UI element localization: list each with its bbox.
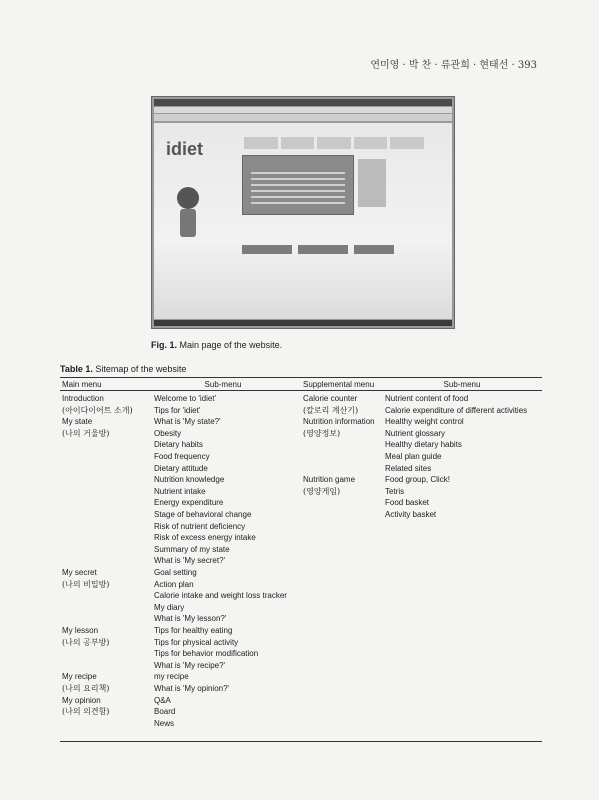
table-caption-label: Table 1. xyxy=(60,364,93,374)
main-menu-cell: (아이다이어트 소개) xyxy=(62,405,133,415)
supplemental-sub-menu-cell: Food basket xyxy=(385,498,430,508)
figure-caption xyxy=(151,340,282,350)
sub-menu-cell: What is 'My secret?' xyxy=(154,556,226,566)
sub-menu-cell: Risk of nutrient deficiency xyxy=(154,521,246,531)
site-nav-bar xyxy=(244,137,424,149)
sub-menu-cell: Tips for healthy eating xyxy=(154,626,233,635)
figure-caption-text: Main page of the website. xyxy=(179,340,283,350)
main-menu-cell: (나의 비밀방) xyxy=(62,579,110,589)
main-menu-cell: My secret xyxy=(62,568,97,577)
taskbar xyxy=(154,320,452,326)
sub-menu-cell: News xyxy=(154,718,175,728)
supplemental-menu-cell: Nutrition information xyxy=(303,417,375,427)
sub-menu-cell: Q&A xyxy=(154,695,171,705)
main-content-panel xyxy=(242,155,354,215)
bottom-banner-1 xyxy=(242,245,292,254)
browser-address-bar xyxy=(154,114,452,121)
running-head: 연미영 · 박 찬 · 류관희 · 현태선 · 393 xyxy=(370,60,537,71)
sub-menu-cell: Dietary attitude xyxy=(154,463,208,473)
main-menu-cell: (나의 요리책) xyxy=(62,684,110,693)
supplemental-menu-cell: (영양게임) xyxy=(303,486,341,496)
side-panel xyxy=(358,159,386,207)
sub-menu-cell: Dietary habits xyxy=(154,440,203,450)
browser-menu-bar xyxy=(154,107,452,113)
supplemental-sub-menu-cell: Food group, Click! xyxy=(385,475,450,485)
sub-menu-cell: Goal setting xyxy=(154,568,197,577)
sub-menu-cell: Tips for 'idiet' xyxy=(154,405,201,415)
sub-menu-cell: Action plan xyxy=(154,579,194,589)
sub-menu-cell: Food frequency xyxy=(154,452,210,461)
sub-menu-cell: Nutrition knowledge xyxy=(154,475,225,485)
sub-menu-cell: Risk of excess energy intake xyxy=(154,533,256,543)
main-menu-cell: My opinion xyxy=(62,695,101,705)
sub-menu-cell: Tips for behavior modification xyxy=(154,649,259,659)
main-menu-cell: My state xyxy=(62,417,93,427)
sub-menu-cell: Welcome to 'idiet' xyxy=(154,394,217,403)
table-header-rule xyxy=(60,390,542,391)
bottom-banner-2 xyxy=(298,245,348,254)
col-header-supplemental-sub-menu: Sub-menu xyxy=(443,380,481,389)
main-menu-cell: My recipe xyxy=(62,672,97,682)
sub-menu-cell: What is 'My recipe?' xyxy=(154,660,226,670)
sub-menu-cell: Board xyxy=(154,707,176,717)
supplemental-sub-menu-cell: Healthy weight control xyxy=(385,417,464,427)
browser-title-bar xyxy=(154,99,452,106)
supplemental-sub-menu-cell: Meal plan guide xyxy=(385,452,442,461)
mascot-character-illustration xyxy=(168,187,208,267)
supplemental-sub-menu-cell: Calorie expenditure of different activities xyxy=(385,405,528,415)
table-top-rule xyxy=(60,377,542,378)
supplemental-menu-cell: Nutrition game xyxy=(303,475,356,485)
sub-menu-cell: my recipe xyxy=(154,672,189,682)
sub-menu-cell: Obesity xyxy=(154,428,182,438)
idiet-logo: idiet xyxy=(166,139,204,159)
col-header-sub-menu: Sub-menu xyxy=(204,380,242,389)
browser-page-area xyxy=(154,123,452,319)
supplemental-sub-menu-cell: Related sites xyxy=(385,463,432,473)
figure-caption-label: Fig. 1. xyxy=(151,340,178,350)
supplemental-sub-menu-cell: Healthy dietary habits xyxy=(385,440,462,450)
main-menu-cell: Introduction xyxy=(62,394,104,403)
sub-menu-cell: What is 'My state?' xyxy=(154,417,221,427)
sub-menu-cell: Nutrient intake xyxy=(154,486,206,496)
sub-menu-cell: Summary of my state xyxy=(154,544,230,554)
main-menu-cell: (나의 공부방) xyxy=(62,637,110,647)
main-menu-cell: (나의 거울방) xyxy=(62,428,110,438)
table-bottom-rule xyxy=(60,741,542,742)
sub-menu-cell: What is 'My opinion?' xyxy=(154,684,230,693)
table-caption xyxy=(60,364,186,374)
supplemental-menu-cell: (칼로리 계산기) xyxy=(303,405,359,415)
supplemental-sub-menu-cell: Tetris xyxy=(385,486,405,496)
main-menu-cell: My lesson xyxy=(62,626,99,635)
supplemental-sub-menu-cell: Activity basket xyxy=(385,510,437,519)
sub-menu-cell: Calorie intake and weight loss tracker xyxy=(154,591,287,601)
supplemental-sub-menu-cell: Nutrient content of food xyxy=(385,394,469,403)
website-screenshot-figure xyxy=(151,96,455,329)
sub-menu-cell: My diary xyxy=(154,602,185,612)
supplemental-menu-cell: Calorie counter xyxy=(303,394,358,403)
col-header-supplemental-menu: Supplemental menu xyxy=(303,380,375,389)
supplemental-menu-cell: (영양정보) xyxy=(303,428,341,438)
bottom-banner-3 xyxy=(354,245,394,254)
sub-menu-cell: Tips for physical activity xyxy=(154,637,239,647)
table-caption-text: Sitemap of the website xyxy=(95,364,187,374)
col-header-main-menu: Main menu xyxy=(62,380,102,389)
main-menu-cell: (나의 의견함) xyxy=(62,707,110,717)
sub-menu-cell: What is 'My lesson?' xyxy=(154,614,227,624)
sub-menu-cell: Stage of behavioral change xyxy=(154,510,252,519)
sub-menu-cell: Energy expenditure xyxy=(154,498,224,508)
supplemental-sub-menu-cell: Nutrient glossary xyxy=(385,428,446,438)
